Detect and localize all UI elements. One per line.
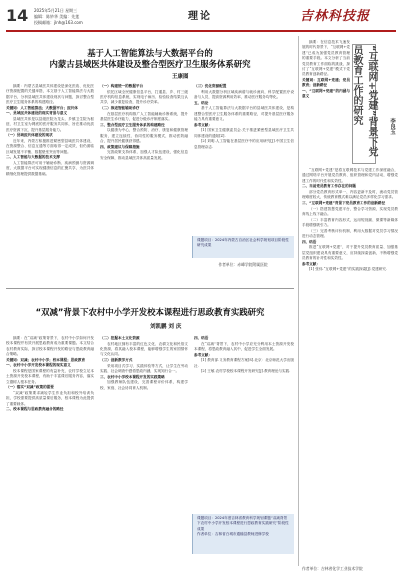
section-heading: 一、农村中小学开发校本课程的现实意义 xyxy=(6,363,71,368)
section-heading: 一、“互联网+党建”的内涵与意义 xyxy=(302,89,350,99)
article1-title-line1: 基于人工智能算法与大数据平台的 xyxy=(87,48,213,58)
article2-author: 刘凯鹏 刘 庆 xyxy=(150,324,182,330)
article1-left-column xyxy=(6,84,94,284)
article1-mid-column xyxy=(100,84,188,284)
section-heading: 四、政策建议与保障措施 xyxy=(100,144,140,149)
section-title: 理论 xyxy=(188,11,212,22)
article1-fund-note: 课题项目：2024年内蒙古自治区社会科学规划项目阶段性研究成果 xyxy=(192,236,294,258)
header-rule xyxy=(6,30,396,32)
newspaper-masthead: 吉林科技报 xyxy=(300,9,371,24)
article2-mid-column xyxy=(100,336,188,566)
section-heading: （三）创新教学方式 xyxy=(100,358,133,362)
article3-body xyxy=(302,168,398,562)
paragraph: 完善政策支持体系，加强人才队伍建设，强化信息安全保障，推动县域医共体高质量发展。 xyxy=(100,150,188,160)
section-heading: （三）优化资源配置 xyxy=(194,84,227,88)
article2-author-note: 作者单位：吉林省白城市通榆县教师进修学校 xyxy=(197,532,269,537)
section-heading: 二、校本课程与思政教育融合的路径 xyxy=(6,407,64,412)
section-heading: 关键词：互联网+党建；党员教育；创新路径 xyxy=(302,78,350,88)
paragraph: [2] 刘明.人工智能在基层医疗中的应用研究[J].中国卫生信息管理杂志. xyxy=(194,139,294,149)
date-line: 2025年5月21日 星期三 xyxy=(34,8,78,13)
paragraph: 摘要：在信息技术飞速发展的时代背景下，“互联网+党建”已成为加强党员教育管理的重要手段。本文分析了当前党员教育工作面临的挑战，探讨了“互联网+党建”模式下党员教育创新路径。 xyxy=(302,40,350,77)
paragraph: 利用大数据分析区域疾病谱与就诊流向，科学配置医疗设备与人员，提高资源利用效率，推动医疗服务均等化。 xyxy=(194,89,294,99)
paragraph: 在“双减”背景下，农村中小学应充分利用本土资源开发校本课程，将思政教育融入其中，促进学生全面发展。 xyxy=(194,341,294,351)
article2-fund-note xyxy=(192,514,294,554)
section-heading: 关键词：人工智能算法；大数据平台；医共体 xyxy=(6,105,78,110)
paragraph: （一）搭建智慧党建平台，整合学习资源，实现党员教育线上线下融合。 xyxy=(302,206,398,216)
article3-author: 李良玉 xyxy=(389,118,395,135)
paragraph: 基于人工智能算法与大数据平台的县域医共体建设，是构建整合型医疗卫生服务体系的重要路径，对提升基层医疗服务能力具有重要意义。 xyxy=(194,106,294,121)
article3-author-note: 作者单位：吉林省化学工业技术学院 xyxy=(302,566,363,571)
section-heading: 三、整合型医疗卫生服务体系的构建路径 xyxy=(100,122,165,127)
section-heading: 三、“互联网+党建”背景下党员教育工作的创新路径 xyxy=(302,201,386,205)
column-separator xyxy=(298,36,299,566)
section-heading: 二、当前党员教育工作存在的问题 xyxy=(302,184,356,189)
section-heading: 关键词：双减；农村中小学；校本课程；思政教育 xyxy=(6,357,86,362)
section-heading: （一）构建统一的数据平台 xyxy=(100,84,144,88)
article3-title: “互联网+党建”背景下党员教育工作的研究 xyxy=(352,44,376,164)
paragraph: [1] 国家卫生健康委员会.关于推进紧密型县域医疗卫生共同体建设的通知[Z]. xyxy=(194,128,294,138)
email-line: 投稿邮箱：jlnh@163.com xyxy=(34,20,83,25)
article1-right-column xyxy=(194,84,294,232)
paragraph: 推进“互联网+党建”，对于提升党员教育质量、加强基层党组织建设具有重要意义，应持续探索创新，不断增强党员教育的针对性和实效性。 xyxy=(302,245,398,260)
paragraph: 摘要：在“双减”政策背景下，农村中小学如何开发校本课程并有效开展思政教育成为重要课题。本文结合农村教育实际，探讨校本课程开发的路径与思政教育融合策略。 xyxy=(6,336,94,357)
paragraph: 加强教师队伍建设，完善课程评价体系，构建学校、家庭、社会协同育人机制。 xyxy=(100,380,188,390)
article2-left-column xyxy=(6,336,94,566)
section-heading: （二）挖掘本土文化资源 xyxy=(100,336,140,340)
section-heading: （一）落实“双减”政策的需要 xyxy=(6,385,54,390)
article-separator xyxy=(6,288,294,289)
paragraph: 校本课程是国家课程的有益补充，农村学校立足本土资源开发校本课程，有助于丰富课后服务内容，落实立德树人根本任务。 xyxy=(6,369,94,384)
paragraph: 依托区域全民健康信息平台，打通县、乡、村三级医疗机构信息系统，实现电子病历、检验检查结果互认共享，减少重复检查，提升诊疗效率。 xyxy=(100,89,188,105)
paragraph: 采用项目式学习、实践体验等方式，让学生在劳动实践、社会调查中感悟思政内涵，实现知行合一。 xyxy=(100,363,188,373)
section-heading: 参考文献： xyxy=(194,352,212,357)
section-heading: 二、人工智能与大数据的技术支撑 xyxy=(6,155,60,160)
section-heading: 五、结论 xyxy=(194,100,209,105)
article2-fund-text: 课题项目：2024年度吉林省教育科学规划课题“双减背景下农村中小学开发校本课程进行思政教育实践研究”阶段性成果 xyxy=(197,516,289,531)
article3-body-top xyxy=(302,40,350,164)
paragraph: [2] 王敏.农村学校校本课程开发研究[J].教育理论与实践. xyxy=(201,369,291,374)
paragraph: 以健康为中心，整合预防、治疗、康复和健康管理服务，建立连续性、协同性的服务模式，推动医防融合，提升居民健康获得感。 xyxy=(100,128,188,143)
article1-author: 王康图 xyxy=(172,74,189,80)
section-heading: 一、县域医共体建设的现实背景与意义 xyxy=(6,111,68,116)
paragraph: [1] 教育部.义务教育课程方案[S].北京：北京师范大学出版社. xyxy=(194,358,294,368)
article2-title: “双减”背景下农村中小学开发校本课程进行思政教育实践研究 xyxy=(35,307,265,317)
section-heading: 参考文献： xyxy=(302,261,320,266)
section-heading: 三、农村中小学校本课程开发的实践策略 xyxy=(100,374,165,379)
article1-title xyxy=(34,48,266,70)
section-heading: （二）推进智能辅助诊疗 xyxy=(100,106,140,110)
paragraph: 县域医共体是以县级医院为龙头、乡镇卫生院为枢纽、村卫生室为网底的医疗服务共同体，旨在推动优质医疗资源下沉，提升基层服务能力。 xyxy=(6,117,94,132)
paragraph: 人工智能算法可用于辅助诊断、疾病预测与资源调度，大数据平台可实现健康信息的汇聚共享，为医共体精细化管理提供数据基础。 xyxy=(6,161,94,176)
paragraph: 在基层医疗机构推广人工智能辅助诊断系统，提升基层医生诊疗能力，促进分级诊疗制度落实。 xyxy=(100,111,188,121)
paragraph: [1] 张伟.“互联网+党建”的实践探索[J].党建研究. xyxy=(309,267,388,272)
header-info xyxy=(34,8,83,26)
article1-author-note: 作者单位：赤峰学院附属医院 xyxy=(218,262,268,267)
section-heading: （一）县域医共体建设的现状 xyxy=(6,133,53,138)
article1-title-line2: 内蒙古县域医共体建设及整合型医疗卫生服务体系研究 xyxy=(49,59,251,69)
article2-right-column xyxy=(194,336,294,510)
editor-line: 编辑：陈妙华 美编：先莲 xyxy=(34,14,80,19)
section-heading: 四、结语 xyxy=(302,239,317,244)
paragraph: （三）完善考核评价机制，利用大数据对党员学习情况进行动态管理。 xyxy=(302,228,398,238)
section-heading: 参考文献： xyxy=(194,122,212,127)
page-header xyxy=(0,0,402,36)
paragraph: 农村地区拥有丰富的红色文化、农耕文化和民俗文化资源，将其融入校本课程，能够增强学生的家国情怀与文化认同。 xyxy=(100,341,188,357)
paragraph: “互联网+党建”是将互联网技术与党建工作深度融合，通过网络平台开展党员教育、组织管理和党内活动，增强党建工作的时代性和实效性。 xyxy=(302,168,398,183)
paragraph: “双减”政策要求减轻学生作业负担和校外培训负担，学校需要提供高质量课后服务，校本课程为此提供了重要载体。 xyxy=(6,391,94,406)
paragraph: 近年来，内蒙古积极推进紧密型县域医共体建设，在资源整合、信息互通等方面取得一定成效，但仍面临区域发展不平衡、数据壁垒突出等问题。 xyxy=(6,139,94,154)
section-heading: 四、结语 xyxy=(194,336,209,340)
page-number: 14 xyxy=(6,6,29,25)
paragraph: 摘要：内蒙古县域医共体建设是深化医改、优化医疗资源配置的关键举措，本文基于人工智能算法与大数据平台，分析县域医共体建设现状与问题，探讨整合型医疗卫生服务体系的构建路径。 xyxy=(6,84,94,105)
paragraph: （二）丰富教育内容形式，运用短视频、微课等新媒体手段增强吸引力。 xyxy=(302,217,398,227)
paragraph: 部分党员教育形式单一、内容更新不及时，流动党员管理难度较大，传统教育模式难以满足党员多样化学习需求。 xyxy=(302,190,398,200)
